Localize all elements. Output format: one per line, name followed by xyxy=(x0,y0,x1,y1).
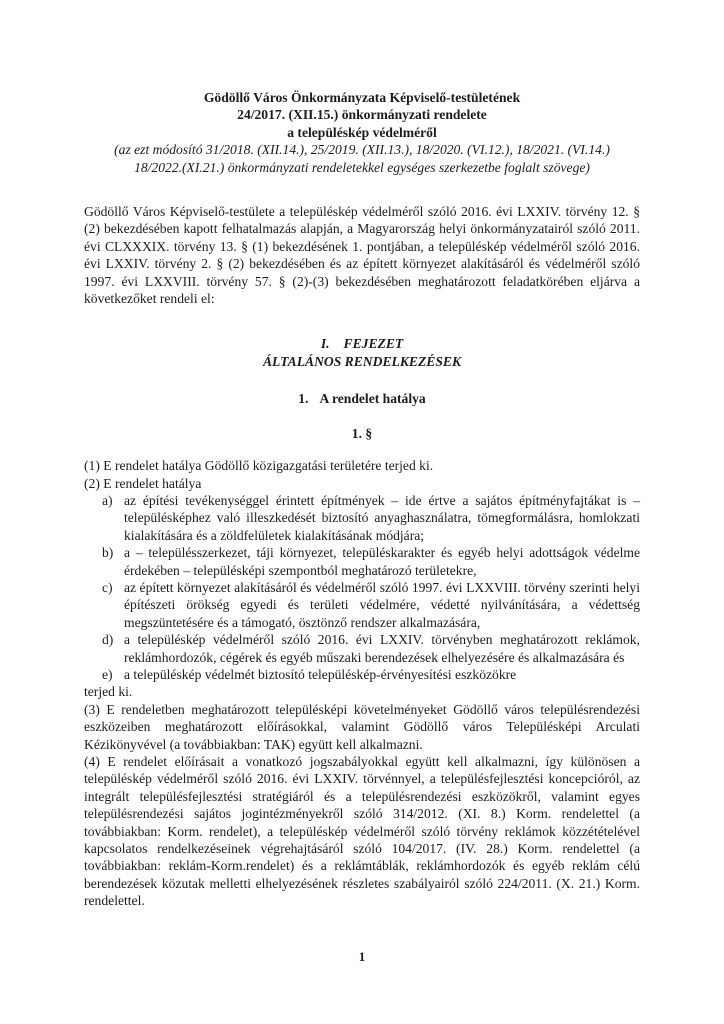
section-title: A rendelet hatálya xyxy=(319,391,426,407)
document-title xyxy=(84,89,640,176)
document-subtitle xyxy=(84,141,640,176)
list-item-text: a – településszerkezet, táji környezet, településkarakter és egyéb helyi adottságok védelme érdekében – településképi szempontból meghatározó területekre, xyxy=(124,545,640,578)
list-item-text: az épített környezet alakításáról és védelméről szóló 1997. évi LXXVIII. törvény szerinti helyi építészeti örökség egyedi és területi védelmére, védetté nyilvánítására, a védettség megszüntetésére és a támogató, ösztönző rendszer alkalmazására, xyxy=(124,579,640,630)
section-heading xyxy=(84,390,640,407)
chapter-label: FEJEZET xyxy=(343,336,404,352)
list-item-marker: c) xyxy=(102,579,113,595)
article-number: 1. § xyxy=(351,425,373,441)
page-number: 1 xyxy=(358,949,366,964)
subtitle-line-1: (az ezt módosító 31/2018. (XII.14.), 25/2019. (XII.13.), 18/2020. (VI.12.), 18/2021. (VI.14.) xyxy=(114,142,610,158)
list-item-marker: d) xyxy=(102,632,114,648)
list-item-marker: a) xyxy=(102,492,113,508)
paragraph-1: (1) E rendelet hatálya Gödöllő közigazgatási területére terjed ki. xyxy=(84,458,434,474)
list-item-text: a településkép védelméről szóló 2016. évi LXXIV. törvényben meghatározott reklámok, reklámhordozók, cégérek és egyéb műszaki berendezések elhelyezésére és alkalmazására és xyxy=(124,632,640,665)
list-item-marker: e) xyxy=(102,666,113,682)
title-line-3: a településkép védelméről xyxy=(287,124,437,140)
ordinance-scope-list xyxy=(84,492,640,683)
list-item-text: az építési tevékenységgel érintett építmények – ide értve a sajátos építményfajtákat is – településképhez való illeszkedését biztosító anyaghasználatra, tömegformálásra, homlokzati kialakítására és a zöldfelületek kialakításának módjára; xyxy=(124,492,640,543)
list-item-c xyxy=(84,579,640,631)
subtitle-line-2: 18/2022.(XI.21.) önkormányzati rendeletekkel egységes szerkezetbe foglalt szövege) xyxy=(134,159,590,175)
chapter-title: ÁLTALÁNOS RENDELKEZÉSEK xyxy=(262,353,462,369)
paragraph-4: (4) E rendelet előírásait a vonatkozó jogszabályokkal együtt kell alkalmazni, így különösen a településkép védelméről szóló 2016. évi LXXIV. törvénnyel, a településfejlesztési koncepcióról, az integrált településfejlesztési stratégiáról és a településrendezési eszközökről, valamint egyes településrendezési sajátos jogintézményekről szóló 314/2012. (XI. 8.) Korm. rendelettel (a továbbiakban: Korm. rendelet), a településkép védelméről szóló törvény reklámok közzétételével kapcsolatos rendelkezéseinek végrehajtásáról szóló 104/2017. (IV. 28.) Korm. rendelettel (a továbbiakban: reklám-Korm.rendelet) és a reklámtáblák, reklámhordozók és egyéb reklám célú berendezések közutak melletti elhelyezésének részletes szabályairól szóló 224/2011. (X. 21.) Korm. rendelettel. xyxy=(84,754,640,909)
list-item-b xyxy=(84,544,640,579)
document-content xyxy=(84,89,640,910)
chapter-heading xyxy=(84,335,640,370)
chapter-number: I. xyxy=(320,336,330,352)
preamble-paragraph: Gödöllő Város Képviselő-testülete a településkép védelméről szóló 2016. évi LXXIV. törvény 12. § (2) bekezdésében kapott felhatalmazás alapján, a Magyarország helyi önkormányzatairól szóló 2011. évi CLXXXIX. törvény 13. § (1) bekezdésének 1. pontjában, a településkép védelméről szóló 2016. évi LXXIV. törvény 2. § (2) bekezdésében és az épített környezet alakításáról és védelméről szóló 1997. évi LXXVIII. törvény 57. § (2)-(3) bekezdésében meghatározott feladatkörében eljárva a következőket rendeli el: xyxy=(84,204,640,307)
paragraph-2-intro: (2) E rendelet hatálya xyxy=(84,475,202,491)
paragraph-3: (3) E rendeletben meghatározott településképi követelményeket Gödöllő város településrendezési eszközeiben meghatározott előírásokkal, valamint Gödöllő város Településképi Arculati Kézikönyvével (a továbbiakban: TAK) együtt kell alkalmazni. xyxy=(84,701,640,752)
title-line-2: 24/2017. (XII.15.) önkormányzati rendelete xyxy=(237,107,487,123)
list-item-marker: b) xyxy=(102,545,114,561)
title-line-1: Gödöllő Város Önkormányzata Képviselő-testületének xyxy=(203,90,521,105)
paragraph-2-closing: terjed ki. xyxy=(84,684,133,700)
list-item-d xyxy=(84,631,640,666)
list-item-a xyxy=(84,492,640,544)
chapter-heading-line-1 xyxy=(84,335,640,352)
section-number: 1. xyxy=(298,391,309,407)
list-item-e xyxy=(84,666,640,683)
list-item-text: a településkép védelmét biztosító településkép-érvényesítési eszközökre xyxy=(124,666,517,682)
article-body xyxy=(84,457,640,910)
